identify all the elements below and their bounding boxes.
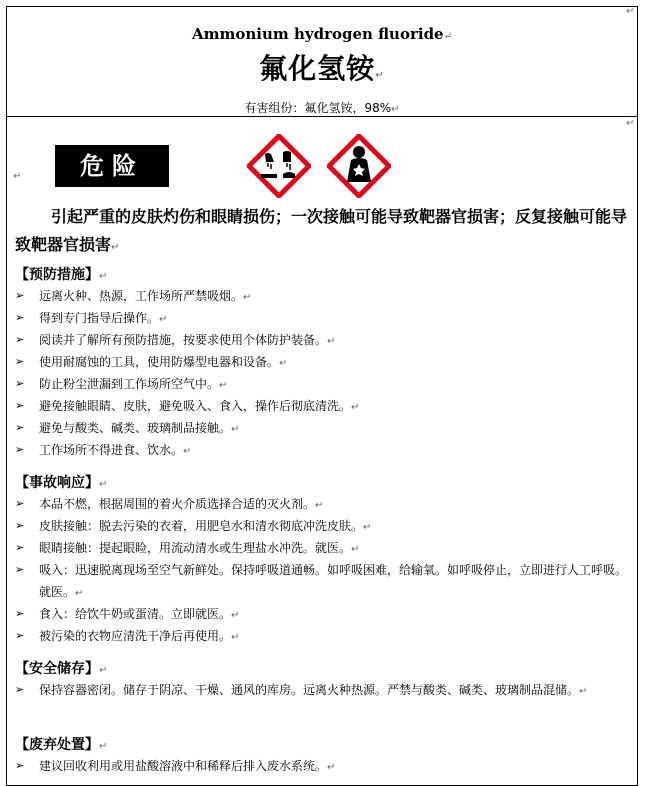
list-item: ➢ 避免接触眼睛、皮肤，避免吸入、食入，操作后彻底清洗。↵: [15, 395, 635, 419]
list-item: ➢ 被污染的衣物应清洗干净后再使用。↵: [15, 625, 635, 649]
list-item: ➢ 得到专门指导后操作。↵: [15, 307, 635, 331]
english-name: Ammonium hydrogen fluoride↵: [191, 25, 452, 43]
bullet-icon: ➢: [15, 683, 25, 696]
corrosion-icon: [247, 134, 311, 198]
bullet-icon: ➢: [15, 519, 25, 532]
section-title-prevention: 【预防措施】↵: [15, 267, 108, 283]
bullet-icon: ➢: [15, 355, 25, 368]
bullet-icon: ➢: [15, 421, 25, 434]
list-item: ➢ 本品不燃，根据周围的着火介质选择合适的灭火剂。↵: [15, 493, 635, 517]
bullet-icon: ➢: [15, 541, 25, 554]
cell-end-mark: ↵: [626, 6, 635, 17]
bullet-icon: ➢: [15, 289, 25, 302]
list-item: ➢ 皮肤接触：脱去污染的衣着，用肥皂水和清水彻底冲洗皮肤。↵: [15, 515, 635, 539]
list-item: ➢ 吸入：迅速脱离现场至空气新鲜处。保持呼吸道通畅。如呼吸困难，给输氧。如呼吸停止，立即进行人工呼吸。就医。↵: [15, 559, 635, 605]
bullet-icon: ➢: [15, 563, 25, 576]
bullet-icon: ➢: [15, 311, 25, 324]
hazard-statement: 引起严重的皮肤灼伤和眼睛损伤；一次接触可能导致靶器官损害；反复接触可能导致靶器官损害↵: [15, 207, 628, 254]
section-title-disposal: 【废弃处置】↵: [15, 737, 108, 753]
bullet-icon: ➢: [15, 333, 25, 346]
bullet-icon: ➢: [15, 607, 25, 620]
label-sheet: [6, 6, 638, 786]
list-item: ➢ 使用耐腐蚀的工具，使用防爆型电器和设备。↵: [15, 351, 635, 375]
cell-end-mark: ↵: [626, 118, 635, 129]
bullet-icon: ➢: [15, 399, 25, 412]
list-item: ➢ 工作场所不得进食、饮水。↵: [15, 439, 635, 463]
list-item: ➢ 食入：给饮牛奶或蛋清。立即就医。↵: [15, 603, 635, 627]
composition-line: 有害组份：氟化氢铵，98%↵: [244, 101, 400, 115]
bullet-icon: ➢: [15, 443, 25, 456]
bullet-icon: ➢: [15, 759, 25, 772]
paragraph-mark: ↵: [13, 171, 22, 182]
list-item: ➢ 阅读并了解所有预防措施，按要求使用个体防护装备。↵: [15, 329, 635, 353]
bullet-icon: ➢: [15, 377, 25, 390]
list-item: ➢ 建议回收利用或用盐酸溶液中和稀释后排入废水系统。↵: [15, 755, 635, 779]
chinese-name: 氟化氢铵↵: [259, 52, 385, 85]
health-hazard-icon: [327, 134, 391, 198]
list-item: ➢ 眼睛接触：提起眼睑，用流动清水或生理盐水冲洗。就医。↵: [15, 537, 635, 561]
bullet-icon: ➢: [15, 629, 25, 642]
list-item: ➢ 避免与酸类、碱类、玻璃制品接触。↵: [15, 417, 635, 441]
section-title-storage: 【安全储存】↵: [15, 661, 108, 677]
section-title-response: 【事故响应】↵: [15, 475, 108, 491]
signal-word: 危险: [55, 145, 169, 187]
list-item: ➢ 防止粉尘泄漏到工作场所空气中。↵: [15, 373, 635, 397]
header-divider: [7, 116, 637, 117]
bullet-icon: ➢: [15, 497, 25, 510]
list-item: ➢ 远离火种、热源，工作场所严禁吸烟。↵: [15, 285, 635, 309]
list-item: ➢ 保持容器密闭。储存于阴凉、干燥、通风的库房。远离火种热源。严禁与酸类、碱类、玻璃制品混储。↵: [15, 679, 635, 703]
